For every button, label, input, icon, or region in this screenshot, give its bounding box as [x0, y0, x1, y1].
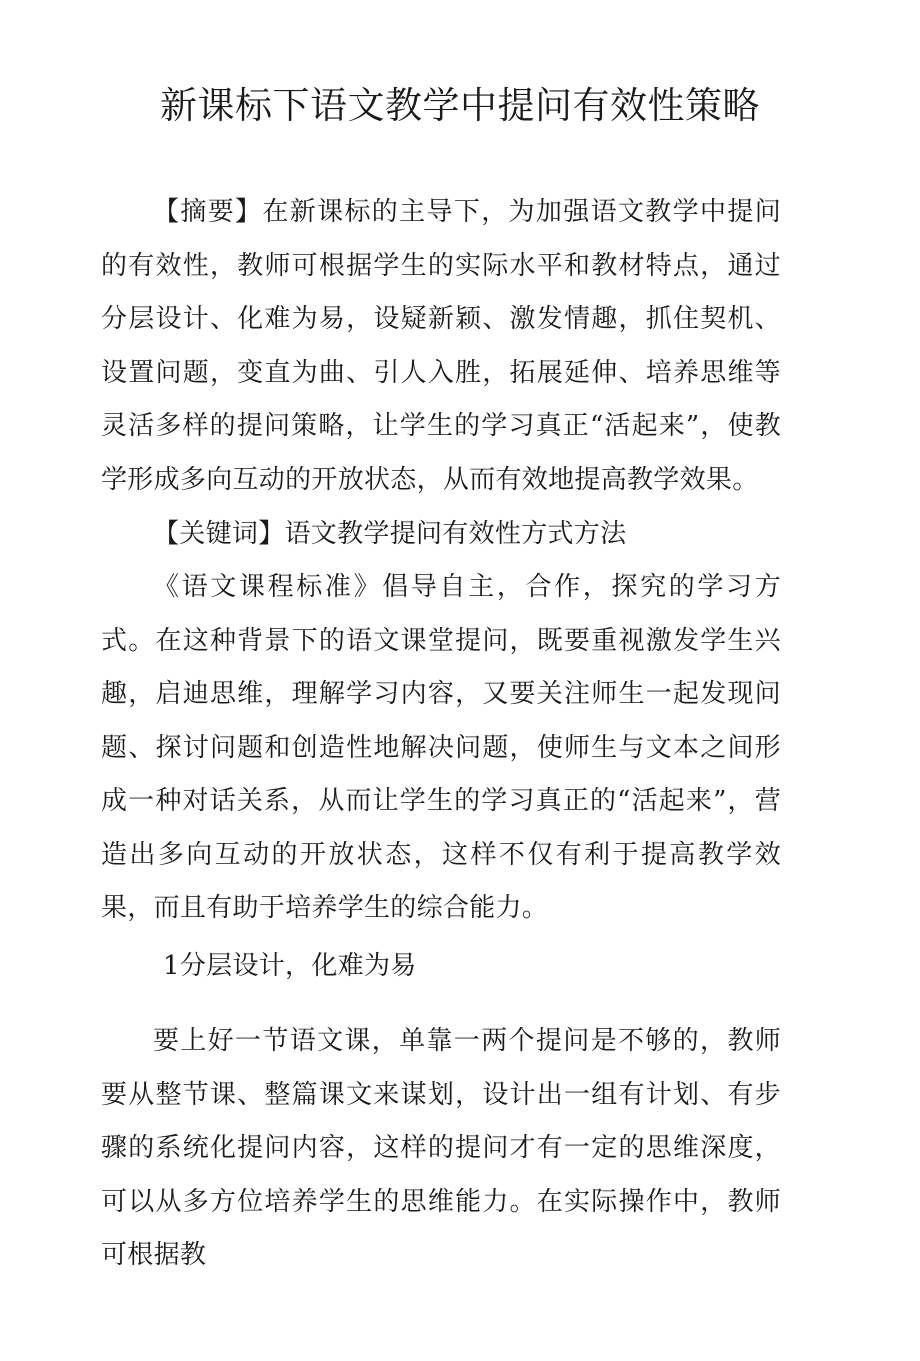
- document-title: 新课标下语文教学中提问有效性策略: [160, 84, 760, 127]
- abstract-paragraph: 【摘要】在新课标的主导下，为加强语文教学中提问的有效性，教师可根据学生的实际水平和教材特点，通过分层设计、化难为易，设疑新颖、激发情趣，抓住契机、设置问题，变直为曲、引人入胜，拓展延伸、培养思维等灵活多样的提问策略，让学生的学习真正“活起来”，使教学形成多向互动的开放状态，从而有效地提高教学效果。: [101, 197, 781, 495]
- section-heading-1: 1分层设计，化难为易: [163, 951, 417, 981]
- section-1-paragraph: 要上好一节语文课，单靠一两个提问是不够的，教师要从整节课、整篇课文来谋划，设计出一组有计划、有步骤的系统化提问内容，这样的提问才有一定的思维深度，可以从多方位培养学生的思维能力。在实际操作中，教师可根据教: [101, 1026, 781, 1270]
- keywords-paragraph: 【关键词】语文教学提问有效性方式方法: [153, 519, 627, 549]
- intro-paragraph: 《语文课程标准》倡导自主，合作，探究的学习方式。在这种背景下的语文课堂提问，既要重视激发学生兴趣，启迪思维，理解学习内容，又要关注师生一起发现问题、探讨问题和创造性地解决问题，使师生与文本之间形成一种对话关系，从而让学生的学习真正的“活起来”，营造出多向互动的开放状态，这样不仅有利于提高教学效果，而且有助于培养学生的综合能力。: [101, 572, 781, 923]
